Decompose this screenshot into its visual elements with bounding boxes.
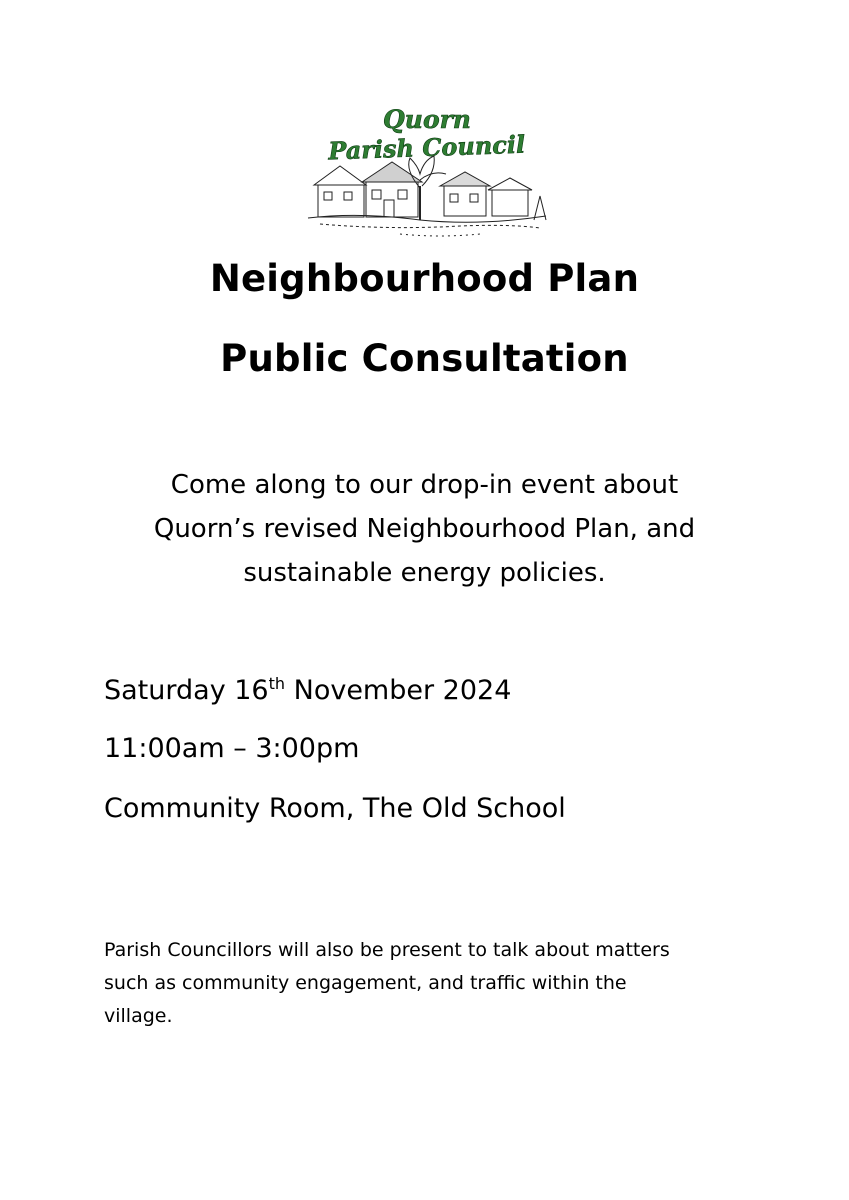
event-date <box>104 675 511 706</box>
event-date-rest: November 2024 <box>285 675 512 706</box>
note-line-1: Parish Councillors will also be present to talk about matters <box>104 939 670 961</box>
intro-paragraph <box>0 463 849 595</box>
intro-line-3: sustainable energy policies. <box>243 558 606 588</box>
footer-note <box>104 934 754 1033</box>
intro-line-1: Come along to our drop-in event about <box>170 470 679 500</box>
title-line-1: Neighbourhood Plan <box>209 257 640 300</box>
note-line-2: such as community engagement, and traffic within the <box>104 972 627 994</box>
intro-line-2: Quorn’s revised Neighbourhood Plan, and <box>153 514 696 544</box>
logo-line2: Parish Council <box>327 129 526 166</box>
event-venue: Community Room, The Old School <box>104 793 566 824</box>
event-date-day: Saturday 16 <box>104 675 269 706</box>
village-sketch-illustration <box>308 156 546 236</box>
title-line-2: Public Consultation <box>220 337 629 380</box>
event-date-suffix: th <box>268 674 286 693</box>
event-time: 11:00am – 3:00pm <box>104 733 360 764</box>
logo-line1: Quorn <box>383 105 471 134</box>
parish-council-logo <box>300 100 554 242</box>
logo-graphic <box>300 100 554 242</box>
note-line-3: village. <box>104 1005 173 1027</box>
